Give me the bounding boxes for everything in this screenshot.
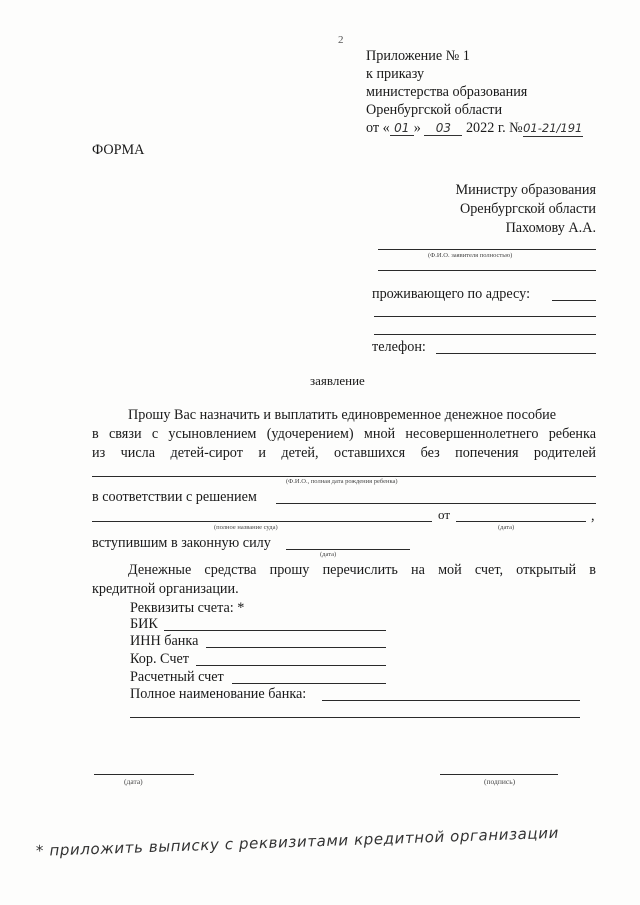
decision-date-line bbox=[456, 521, 586, 522]
decision-comma: , bbox=[591, 508, 595, 524]
bank-name-line-2 bbox=[130, 717, 580, 718]
bank-name-line-1 bbox=[322, 700, 580, 701]
effective-label: вступившим в законную силу bbox=[92, 535, 271, 551]
document-title: заявление bbox=[310, 373, 365, 388]
inn-label: ИНН банка bbox=[130, 633, 199, 649]
paragraph-1-line-2: в связи с усыновлением (удочерением) мной несовершеннолетнего ребенка bbox=[92, 426, 596, 442]
handwritten-note: * приложить выписку с реквизитами кредитной организации bbox=[35, 823, 560, 860]
applicant-fio-caption: (Ф.И.О. заявителя полностью) bbox=[428, 252, 513, 259]
appendix-line-1: Приложение № 1 bbox=[366, 48, 470, 64]
decision-line bbox=[276, 503, 596, 504]
appendix-date-year: 2022 г. № bbox=[465, 120, 523, 136]
court-caption: (полное название суда) bbox=[214, 524, 278, 531]
appendix-line-3: министерства образования bbox=[366, 84, 528, 100]
inn-line bbox=[206, 647, 386, 648]
paragraph-1-line-1: Прошу Вас назначить и выплатить единовременное денежное пособие bbox=[128, 407, 557, 423]
requisites-label: Реквизиты счета: * bbox=[130, 600, 245, 616]
signature-line bbox=[440, 774, 558, 775]
paragraph-2-line-2: кредитной организации. bbox=[92, 581, 239, 597]
child-fio-line bbox=[92, 476, 596, 477]
bik-label: БИК bbox=[130, 616, 158, 632]
decision-date-caption: (дата) bbox=[498, 524, 515, 531]
kor-account-label: Кор. Счет bbox=[130, 651, 189, 667]
bank-name-label: Полное наименование банка: bbox=[130, 686, 307, 702]
appendix-order-number: 01-21/191 bbox=[523, 121, 583, 135]
appendix-date-row bbox=[366, 120, 583, 137]
address-line-3 bbox=[374, 334, 596, 335]
address-line-1 bbox=[552, 300, 596, 301]
signature-date-line bbox=[94, 774, 194, 775]
bik-line bbox=[164, 630, 386, 631]
appendix-date-mid: » bbox=[413, 120, 421, 136]
decision-label: в соответствии с решением bbox=[92, 489, 257, 505]
signature-date-caption: (дата) bbox=[124, 777, 143, 786]
addressee-line-1: Министру образования bbox=[455, 182, 596, 198]
court-line bbox=[92, 521, 432, 522]
account-label: Расчетный счет bbox=[130, 669, 224, 685]
page-number: 2 bbox=[338, 34, 344, 46]
appendix-line-4: Оренбургской области bbox=[366, 102, 503, 118]
paragraph-2-line-1: Денежные средства прошу перечислить на мой счет, открытый в bbox=[128, 562, 596, 578]
appendix-date-month: 03 bbox=[424, 121, 462, 136]
address-line-2 bbox=[374, 316, 596, 317]
phone-label: телефон: bbox=[372, 339, 426, 355]
kor-account-line bbox=[196, 665, 386, 666]
child-fio-caption: (Ф.И.О., полная дата рождения ребенка) bbox=[286, 478, 398, 485]
effective-date-line bbox=[286, 549, 410, 550]
effective-date-caption: (дата) bbox=[320, 551, 337, 558]
form-label: ФОРМА bbox=[92, 142, 145, 158]
appendix-line-2: к приказу bbox=[366, 66, 425, 82]
address-label: проживающего по адресу: bbox=[372, 286, 531, 302]
appendix-date-day: 01 bbox=[390, 121, 414, 136]
signature-caption: (подпись) bbox=[484, 777, 516, 786]
applicant-fio-line bbox=[378, 249, 596, 250]
addressee-line-3: Пахомову А.А. bbox=[505, 220, 596, 236]
appendix-date-prefix: от « bbox=[366, 120, 390, 136]
account-line bbox=[232, 683, 386, 684]
from-label: от bbox=[438, 507, 451, 522]
paragraph-1-line-3: из числа детей-сирот и детей, оставшихся без попечения родителей bbox=[92, 445, 596, 461]
addressee-line-2: Оренбургской области bbox=[459, 201, 596, 217]
applicant-fio-line-2 bbox=[378, 270, 596, 271]
phone-line bbox=[436, 353, 596, 354]
